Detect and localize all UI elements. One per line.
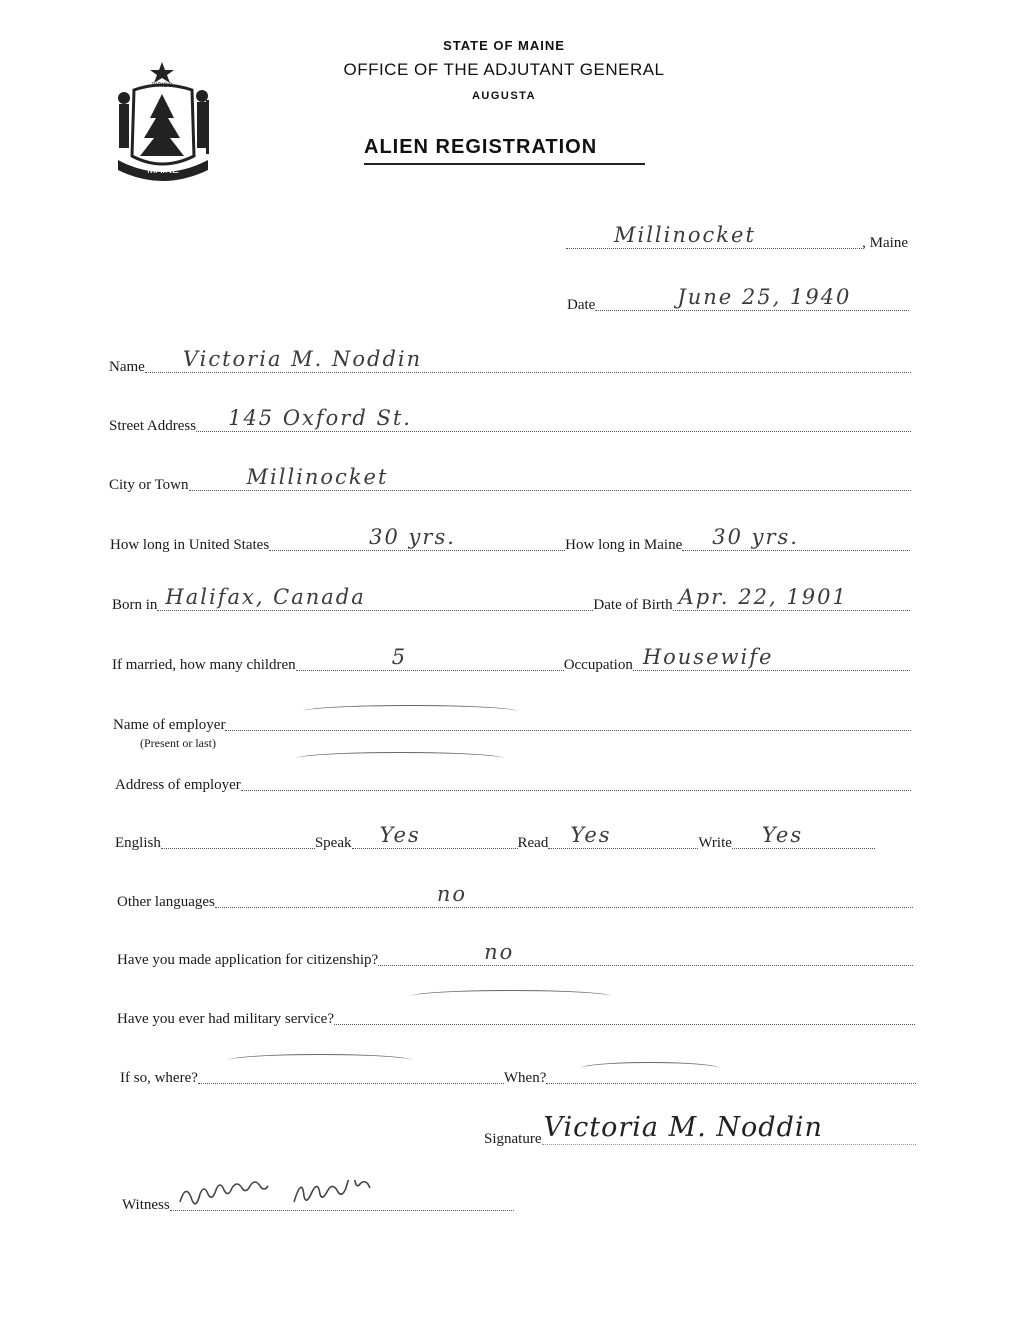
english-row <box>115 823 875 854</box>
children-label: If married, how many children <box>112 657 296 673</box>
date-label: Date <box>567 297 596 313</box>
children-value: 5 <box>391 645 408 669</box>
witness-field <box>170 1184 514 1211</box>
born-in-field <box>157 584 593 611</box>
title-underline <box>364 163 645 165</box>
citizenship-field <box>378 939 913 966</box>
street-row <box>109 406 911 437</box>
form-title: ALIEN REGISTRATION <box>364 136 598 158</box>
name-value: Victoria M. Noddin <box>182 347 423 371</box>
employer-address-row <box>115 770 911 796</box>
read-field <box>548 822 698 849</box>
birth-date-field <box>673 584 910 611</box>
military-label: Have you ever had military service? <box>117 1011 334 1027</box>
place-value: Millinocket <box>614 223 756 247</box>
seal-banner-text: MAINE <box>147 165 179 176</box>
employer-name-label: Name of employer <box>113 717 226 733</box>
witness-label: Witness <box>122 1197 170 1213</box>
seal-motto-text: DIRIGO <box>151 83 173 89</box>
birth-row <box>112 585 910 616</box>
citizenship-value: no <box>484 940 515 964</box>
birth-date-label: Date of Birth <box>593 597 673 613</box>
employer-address-dash <box>296 752 504 765</box>
employer-name-row <box>113 710 911 736</box>
witness-row <box>122 1190 514 1216</box>
witness-signature-scrawl <box>174 1180 444 1210</box>
where-label: If so, where? <box>120 1070 198 1086</box>
other-languages-row <box>117 882 913 913</box>
family-row <box>112 645 910 676</box>
duration-row <box>110 525 910 556</box>
other-languages-label: Other languages <box>117 894 215 910</box>
write-label: Write <box>698 835 732 851</box>
maine-duration-field <box>682 524 910 551</box>
city-row <box>109 465 911 496</box>
us-duration-label: How long in United States <box>110 537 270 553</box>
place-field <box>566 222 862 249</box>
military-field <box>334 998 915 1025</box>
signature-label: Signature <box>484 1131 542 1147</box>
english-label: English <box>115 835 161 851</box>
when-label: When? <box>503 1070 547 1086</box>
where-when-row <box>120 1063 916 1089</box>
when-dash <box>580 1062 720 1075</box>
signature-value: Victoria M. Noddin <box>543 1112 823 1143</box>
employer-name-sublabel: (Present or last) <box>140 736 216 750</box>
date-row <box>567 285 909 316</box>
city-value: Millinocket <box>246 465 389 489</box>
name-label: Name <box>109 359 145 375</box>
us-duration-field <box>269 524 565 551</box>
speak-field <box>352 822 518 849</box>
born-in-value: Halifax, Canada <box>165 585 366 609</box>
other-languages-value: no <box>436 882 468 906</box>
write-field <box>732 822 875 849</box>
occupation-label: Occupation <box>563 657 633 673</box>
english-field <box>161 822 315 849</box>
street-value: 145 Oxford St. <box>228 406 412 430</box>
other-languages-field <box>215 881 913 908</box>
name-row <box>109 347 911 378</box>
military-row <box>117 1004 915 1030</box>
birth-date-value: Apr. 22, 1901 <box>678 585 848 609</box>
speak-label: Speak <box>314 835 352 851</box>
header-city: AUGUSTA <box>471 90 537 102</box>
city-field <box>189 464 911 491</box>
maine-duration-value: 30 yrs. <box>712 525 799 549</box>
occupation-field <box>633 644 910 671</box>
occupation-value: Housewife <box>642 645 774 669</box>
city-label: City or Town <box>109 477 189 493</box>
signature-field <box>542 1112 917 1145</box>
write-value: Yes <box>761 823 804 847</box>
employer-address-field <box>241 764 911 791</box>
children-field <box>296 644 564 671</box>
read-value: Yes <box>570 823 612 847</box>
citizenship-label: Have you made application for citizenship? <box>117 952 379 968</box>
where-dash <box>228 1054 412 1067</box>
signature-row <box>484 1112 916 1150</box>
speak-value: Yes <box>379 823 421 847</box>
born-in-label: Born in <box>112 597 158 613</box>
us-duration-value: 30 yrs. <box>369 525 456 549</box>
street-label: Street Address <box>109 418 197 434</box>
place-label: , Maine <box>862 235 908 251</box>
read-label: Read <box>517 835 549 851</box>
employer-address-label: Address of employer <box>115 777 241 793</box>
employer-name-dash <box>302 705 518 718</box>
date-field <box>595 284 909 311</box>
military-dash <box>410 990 612 1003</box>
name-field <box>145 346 911 373</box>
citizenship-row <box>117 940 913 971</box>
place-row <box>566 223 908 254</box>
maine-duration-label: How long in Maine <box>565 537 683 553</box>
header-office: OFFICE OF THE ADJUTANT GENERAL <box>343 60 665 79</box>
street-field <box>196 405 911 432</box>
header-state: STATE OF MAINE <box>443 38 565 53</box>
date-value: June 25, 1940 <box>677 285 852 309</box>
